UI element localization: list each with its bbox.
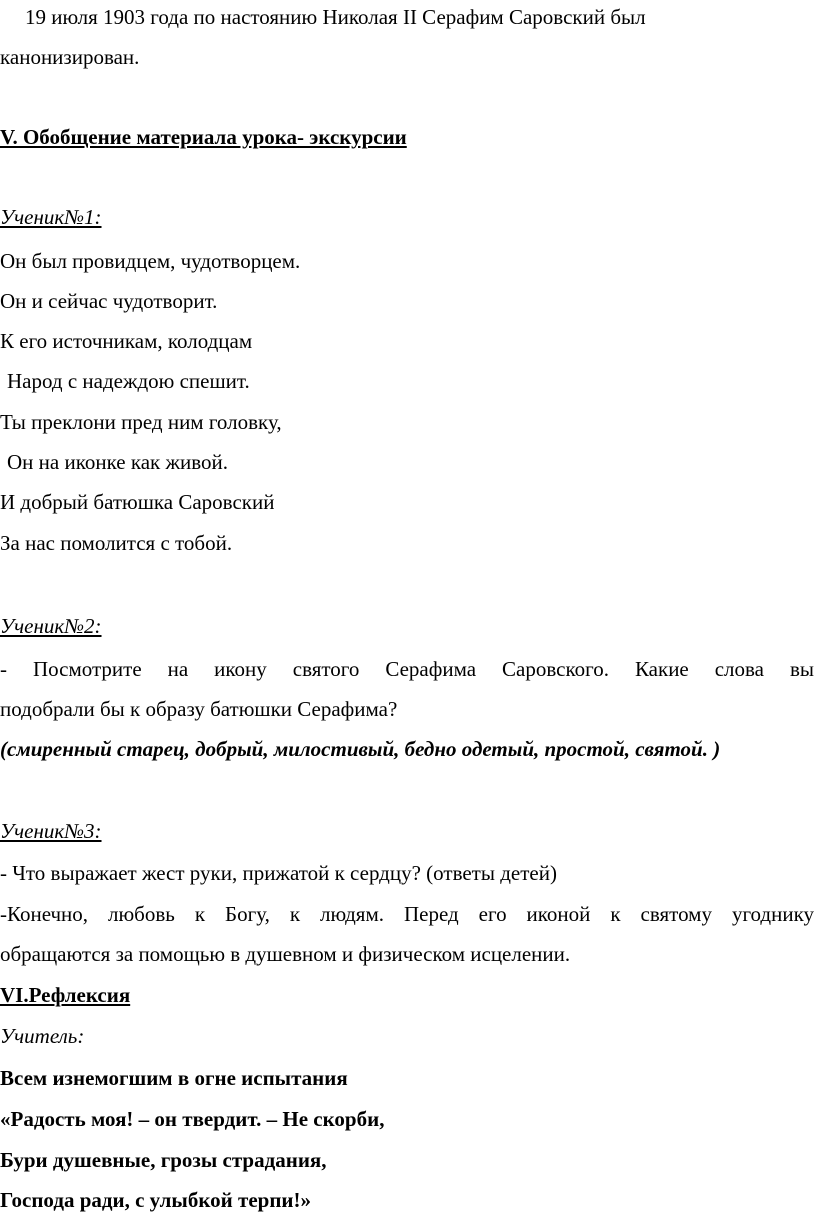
- teacher-label: Учитель:: [0, 1024, 85, 1048]
- student-3-answer-line-2: обращаются за помощью в душевном и физическом исцелении.: [0, 942, 571, 966]
- student-1-poem-line: Народ с надеждою спешит.: [7, 369, 250, 393]
- teacher-poem-line: «Радость моя! – он твердит. – Не скорби,: [0, 1107, 385, 1131]
- student-1-label: Ученик№1:: [0, 205, 102, 229]
- teacher-poem-line: Бури душевные, грозы страдания,: [0, 1148, 327, 1172]
- student-2-question-line-1: - Посмотрите на икону святого Серафима Саровского. Какие слова вы: [0, 657, 814, 681]
- teacher-poem-line: Господа ради, с улыбкой терпи!»: [0, 1188, 312, 1212]
- student-1-poem-line: И добрый батюшка Саровский: [0, 490, 275, 514]
- student-2-label: Ученик№2:: [0, 614, 102, 638]
- section-5-heading: V. Обобщение материала урока- экскурсии: [0, 125, 407, 149]
- student-1-poem-line: Он на иконке как живой.: [7, 450, 228, 474]
- student-1-poem-line: К его источникам, колодцам: [0, 329, 253, 353]
- student-1-poem-line: Он и сейчас чудотворит.: [0, 289, 218, 313]
- student-2-answer: (смиренный старец, добрый, милостивый, бедно одетый, простой, святой. ): [0, 737, 721, 761]
- teacher-poem-line: Всем изнемогшим в огне испытания: [0, 1066, 348, 1090]
- section-6-heading: VI.Рефлексия: [0, 983, 131, 1007]
- intro-line-2: канонизирован.: [0, 45, 140, 69]
- student-1-poem-line: За нас помолится с тобой.: [0, 531, 233, 555]
- student-3-answer-line-1: -Конечно, любовь к Богу, к людям. Перед его иконой к святому угоднику: [0, 902, 814, 926]
- intro-line-1: 19 июля 1903 года по настоянию Николая II Серафим Саровский был: [25, 5, 646, 29]
- student-1-poem-line: Он был провидцем, чудотворцем.: [0, 249, 301, 273]
- student-3-question: - Что выражает жест руки, прижатой к сердцу? (ответы детей): [0, 861, 557, 885]
- student-2-question-line-2: подобрали бы к образу батюшки Серафима?: [0, 697, 398, 721]
- student-3-label: Ученик№3:: [0, 819, 102, 843]
- student-1-poem-line: Ты преклони пред ним головку,: [0, 410, 282, 434]
